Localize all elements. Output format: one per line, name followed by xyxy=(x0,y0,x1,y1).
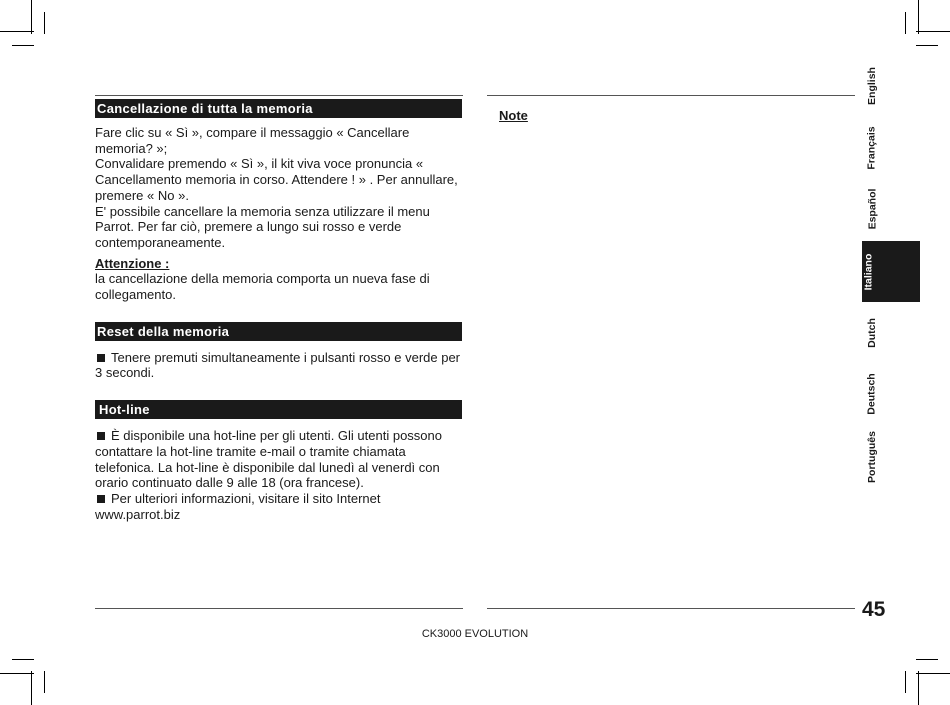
crop-mark xyxy=(916,31,950,32)
page-number: 45 xyxy=(862,598,886,621)
section-heading-memory-reset: Reset della memoria xyxy=(95,322,462,341)
crop-mark xyxy=(0,31,34,32)
left-column xyxy=(95,99,462,522)
list-item xyxy=(95,491,462,522)
crop-mark xyxy=(31,671,32,705)
language-tab-label: Dutch xyxy=(866,318,878,348)
language-tab-label: Italiano xyxy=(862,253,875,290)
crop-mark xyxy=(916,659,938,660)
list-item-text: Per ulteriori informazioni, visitare il sito Internet www.parrot.biz xyxy=(95,490,381,522)
crop-mark xyxy=(918,671,919,705)
right-column xyxy=(499,108,799,124)
list-item xyxy=(95,428,462,491)
crop-mark xyxy=(905,12,906,34)
bullet-square-icon xyxy=(97,432,105,440)
language-tab-dutch[interactable] xyxy=(862,307,882,359)
bottom-rule-right xyxy=(487,608,855,609)
top-rule-left xyxy=(95,95,463,96)
crop-mark xyxy=(918,0,919,34)
footer-product-name: CK3000 EVOLUTION xyxy=(421,628,529,640)
crop-mark xyxy=(12,45,34,46)
warning-heading: Attenzione : xyxy=(95,255,170,271)
language-tab-italiano-active[interactable] xyxy=(862,241,920,302)
crop-mark xyxy=(31,0,32,34)
bullet-square-icon xyxy=(97,354,105,362)
language-tab-label: Français xyxy=(866,126,879,170)
section-heading-memory-clear: Cancellazione di tutta la memoria xyxy=(95,99,462,118)
paragraph: E' possibile cancellare la memoria senza utilizzare il menu Parrot. Per far ciò, premere a lungo sui rosso e verde contemporaneamente. xyxy=(95,203,430,250)
paragraph: Fare clic su « Sì », compare il messaggio « Cancellare memoria? »; xyxy=(95,125,410,156)
language-tab-label: Português xyxy=(866,431,879,483)
language-tab-label: Deutsch xyxy=(866,373,878,415)
crop-mark xyxy=(916,673,950,674)
section-heading-hotline: Hot-line xyxy=(95,400,462,419)
bottom-rule-left xyxy=(95,608,463,609)
crop-mark xyxy=(916,45,938,46)
crop-mark xyxy=(44,12,45,34)
language-tab-english[interactable] xyxy=(862,60,882,112)
language-tab-portugues[interactable] xyxy=(862,428,882,486)
crop-mark xyxy=(12,659,34,660)
language-tab-label: Español xyxy=(866,188,878,230)
list-item-text: È disponibile una hot-line per gli utenti. Gli utenti possono contattare la hot-line tramite e-mail o tramite chiamata telefonica. La hot-line è disponibile dal lunedì al venerdì con orario continuato dalle 9 alle 18 (ora francese). xyxy=(95,428,442,491)
language-tab-deutsch[interactable] xyxy=(862,368,882,420)
top-rule-right xyxy=(487,95,855,96)
bullet-square-icon xyxy=(97,495,105,503)
language-tab-francais[interactable] xyxy=(862,122,882,174)
crop-mark xyxy=(0,673,34,674)
crop-mark xyxy=(44,671,45,693)
paragraph: Convalidare premendo « Sì », il kit viva voce pronuncia « Cancellamento memoria in corso. Attendere ! » . Per annullare, premere « No ». xyxy=(95,156,458,203)
crop-mark xyxy=(905,671,906,693)
note-heading: Note xyxy=(499,108,528,123)
warning-text: la cancellazione della memoria comporta un nueva fase di collegamento. xyxy=(95,271,430,303)
language-tab-label: English xyxy=(866,67,879,105)
list-item-text: Tenere premuti simultaneamente i pulsanti rosso e verde per 3 secondi. xyxy=(95,349,461,381)
language-tab-espanol[interactable] xyxy=(862,183,882,235)
list-item xyxy=(95,350,462,381)
